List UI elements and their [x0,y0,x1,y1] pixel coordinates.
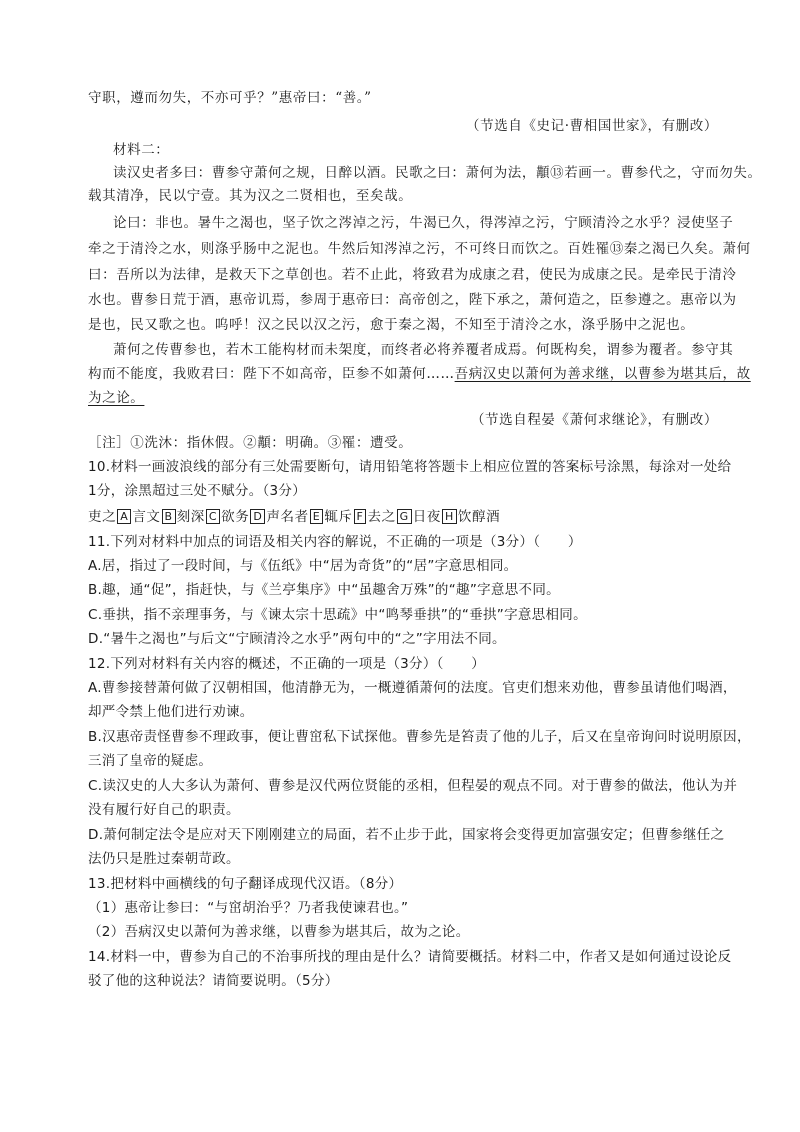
question-11-option-a[interactable]: A.居，指过了一段时间，与《伍纸》中“居为奇货”的“居”字意思相同。 [88,558,518,574]
material2-para2-line1: 论曰：非也。暑牛之渴也，坚子饮之涔淖之污，牛渴已久，得涔淖之污，宁顾清泠之水乎？浸使坚子 [113,215,734,231]
option-text-b: 刻深 [176,509,205,525]
para3-plain-text: 构而不能度，我败君曰：陛下不如高帝，臣参不如萧何…… [88,366,455,382]
question-11-option-b[interactable]: B.趣，通“促”，指赶快，与《兰亭集序》中“虽趣舍万殊”的“趣”字意思不同。 [88,582,560,598]
question-12-option-c-line2[interactable]: 没有履行好自己的职责。 [88,802,240,818]
question-12-option-d-line1[interactable]: D.萧何制定法令是应对天下刚刚建立的局面，若不止步于此，国家将会变得更加富强安定；但曹参继任之 [88,827,725,843]
option-text-a: 言文 [132,509,161,525]
source-citation-2: （节选自程晏《萧何求继论》，有删改） [470,412,718,428]
material1-ending: 守职，遵而勿失，不亦可乎？”惠帝曰：“善。” [88,90,372,106]
question-11-option-d[interactable]: D.“暑牛之渴也”与后文“宁顾清泠之水乎”两句中的“之”字用法不同。 [88,631,506,647]
question-12-option-c-line1[interactable]: C.读汉史的人大多认为萧何、曹参是汉代两位贤能的丞相，但程晏的观点不同。对于曹参的做法，他认为并 [88,778,738,794]
option-text-c: 欲务 [221,509,250,525]
annotation-note: ［注］①洗沐：指休假。②顜：明确。③罹：遭受。 [88,435,413,451]
option-text-f: 去之 [367,509,396,525]
option-box-c[interactable]: C [206,509,220,524]
material2-para2-line3: 曰：吾所以为法律，是救天下之草创也。若不止此，将致君为成康之君，使民为成康之民。是牵民于清泠 [88,267,737,283]
option-box-h[interactable]: H [442,509,457,524]
material2-para3-line3 [88,388,718,408]
question-12: 12.下列对材料有关内容的概述，不正确的一项是（3分）（ ） [88,656,486,672]
material2-para1-line2: 载其清净，民以宁壹。其为汉之二贤相也，至矣哉。 [88,188,413,204]
question-12-option-b-line1[interactable]: B.汉惠帝责怪曹参不理政事，便让曹窋私下试探他。曹参先是笞责了他的儿子，后又在皇帝询问时说明原因， [88,729,751,745]
question-10-line1: 10.材料一画波浪线的部分有三处需要断句，请用铅笔将答题卡上相应位置的答案标号涂黑，每涂对一处给 [88,459,732,475]
option-box-f[interactable]: F [354,509,367,524]
question-14-line2: 驳了他的这种说法？请简要说明。（5分） [88,973,339,989]
options-lead-text: 吏之 [88,509,117,525]
question-13: 13.把材料中画横线的句子翻译成现代汉语。（8分） [88,876,403,892]
material2-para1-line1: 读汉史者多曰：曹参守萧何之规，日醉以酒。民歌之曰：萧何为法，顜⑬若画一。曹参代之，守而勿失。 [113,165,762,181]
option-box-e[interactable]: E [310,509,324,524]
material2-para2-line5: 是也，民又歌之也。呜呼！汉之民以汉之污，愈于秦之渴，不知至于清泠之水，涤乎肠中之泥也。 [88,317,695,333]
material2-para2-line4: 水也。曹参日荒于酒，惠帝讥焉，参周于惠帝曰：高帝创之，陛下承之，萧何造之，臣参遵之。惠帝以为 [88,292,737,308]
question-13-item-2: （2）吾病汉史以萧何为善求继，以曹参为堪其后，故为之论。 [88,924,470,940]
option-box-g[interactable]: G [397,509,412,524]
material2-para3-line1: 萧何之传曹参也，若木工能构材而未架度，而终者必将养覆者成焉。何既构矣，谓参为覆者。参守其 [113,342,734,358]
question-10-line2: 1分，涂黑超过三处不赋分。（3分） [88,483,307,499]
underlined-sentence-part2: 为之论。 [88,390,145,406]
underlined-sentence-part1: 吾病汉史以萧何为善求继，以曹参为堪其后，故 [454,366,751,382]
question-12-option-d-line2[interactable]: 法仍只是胜过秦朝苛政。 [88,851,240,867]
option-text-g: 日夜 [412,509,441,525]
material2-title: 材料二： [113,142,170,158]
option-box-b[interactable]: B [162,509,176,524]
question-12-option-b-line2[interactable]: 三消了皇帝的疑虑。 [88,753,213,769]
option-box-d[interactable]: D [250,509,265,524]
option-text-e: 辄斥 [324,509,353,525]
source-citation-1: （节选自《史记·曹相国世家》，有删改） [466,118,718,134]
option-text-h: 饮醇酒 [457,509,501,525]
question-12-option-a-line2[interactable]: 却严令禁上他们进行劝谏。 [88,704,254,720]
question-14-line1: 14.材料一中，曹参为自己的不治事所找的理由是什么？请简要概括。材料二中，作者又是如何通过设论反 [88,949,732,965]
option-box-a[interactable]: A [117,509,131,524]
material2-para3-line2 [88,364,751,384]
question-11: 11.下列对材料中加点的词语及相关内容的解说，不正确的一项是（3分）（ ） [88,534,582,550]
option-text-d: 声名者 [266,509,309,525]
question-13-item-1: （1）惠帝让参曰：“与窋胡治乎？乃者我使谏君也。” [88,900,409,916]
question-11-option-c[interactable]: C.垂拱，指不亲理事务，与《谏太宗十思疏》中“鸣琴垂拱”的“垂拱”字意思相同。 [88,607,587,623]
material2-para2-line2: 牵之于清泠之水，则涤乎肠中之泥也。牛然后知涔淖之污，不可终日而饮之。百姓罹⑬秦之渴已久矣。萧何 [88,241,751,257]
question-12-option-a-line1[interactable]: A.曹参接替萧何做了汉朝相国，他清静无为，一概遵循萧何的法度。官吏们想来劝他，曹参虽请他们喝酒， [88,680,737,696]
question-10-answer-options [88,507,500,527]
